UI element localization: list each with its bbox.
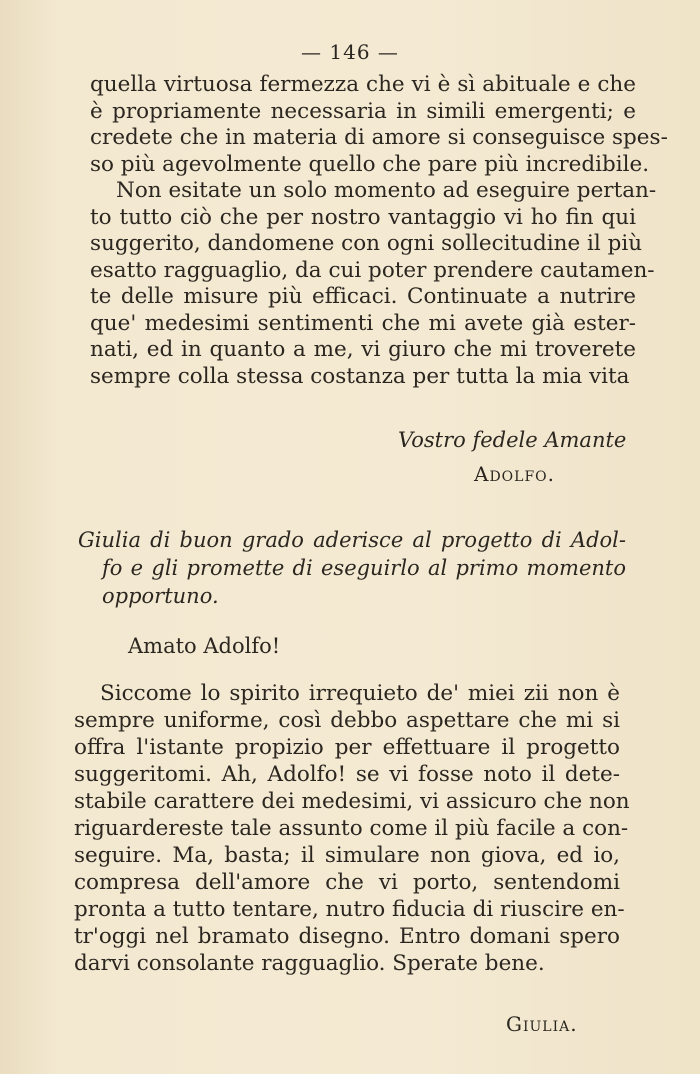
- text-line: compresa dell'amore che vi porto, sentendomi: [74, 870, 620, 895]
- narration-line: Giulia di buon grado aderisce al progetto di Adol-: [78, 528, 626, 552]
- text-line: sempre colla stessa costanza per tutta la mia vita: [90, 363, 630, 389]
- narration-line: fo e gli promette di eseguirlo al primo momento: [102, 556, 626, 580]
- text-line: suggerito, dandomene con ogni sollecitudine il più: [90, 231, 643, 256]
- text-line: esatto ragguaglio, da cui poter prendere cautamen-: [90, 257, 655, 283]
- text-line: credete che in materia di amore si conseguisce spes-: [90, 125, 668, 150]
- text-line: nati, ed in quanto a me, vi giuro che mi troverete: [90, 337, 636, 362]
- text-line: te delle misure più efficaci. Continuate a nutrire: [90, 284, 636, 309]
- narration: [78, 526, 626, 610]
- text-line: è propriamente necessaria in simili emergenti; e: [90, 98, 636, 124]
- text-line: sempre uniforme, così debbo aspettare che mi si: [74, 708, 620, 733]
- page-number: — 146 —: [301, 40, 399, 64]
- text-line: quella virtuosa fermezza che vi è sì abituale e che: [90, 72, 636, 97]
- text-line: darvi consolante ragguaglio. Sperate bene.: [74, 951, 545, 976]
- text-line: seguire. Ma, basta; il simulare non giova, ed io,: [74, 843, 620, 868]
- letter-adolfo-body: [90, 72, 668, 390]
- text-line: so più agevolmente quello che pare più incredibile.: [90, 151, 650, 177]
- text-line: stabile carattere dei medesimi, vi assicuro che non: [74, 789, 630, 814]
- text-line: Siccome lo spirito irrequieto de' miei zii non è: [100, 681, 620, 706]
- text-line: suggeritomi. Ah, Adolfo! se vi fosse noto il dete-: [74, 762, 620, 787]
- letter-giulia-body: [74, 680, 630, 977]
- text-line: offra l'istante propizio per effettuare il progetto: [74, 735, 620, 760]
- text-line: riguardereste tale assunto come il più facile a con-: [74, 816, 629, 841]
- text-line: tr'oggi nel bramato disegno. Entro domani spero: [74, 924, 620, 949]
- letter-signature-adolfo: Adolfo.: [474, 462, 555, 486]
- narration-line: opportuno.: [102, 584, 219, 608]
- text-line: pronta a tutto tentare, nutro fiducia di riuscire en-: [74, 897, 625, 922]
- letter-greeting: Amato Adolfo!: [128, 634, 281, 658]
- letter-closing: Vostro fedele Amante: [398, 428, 627, 452]
- text-line: Non esitate un solo momento ad eseguire pertan-: [116, 178, 657, 203]
- text-line: que' medesimi sentimenti che mi avete già ester-: [90, 310, 636, 336]
- text-line: to tutto ciò che per nostro vantaggio vi ho fin qui: [90, 204, 636, 230]
- letter-signature-giulia: Giulia.: [506, 1012, 578, 1036]
